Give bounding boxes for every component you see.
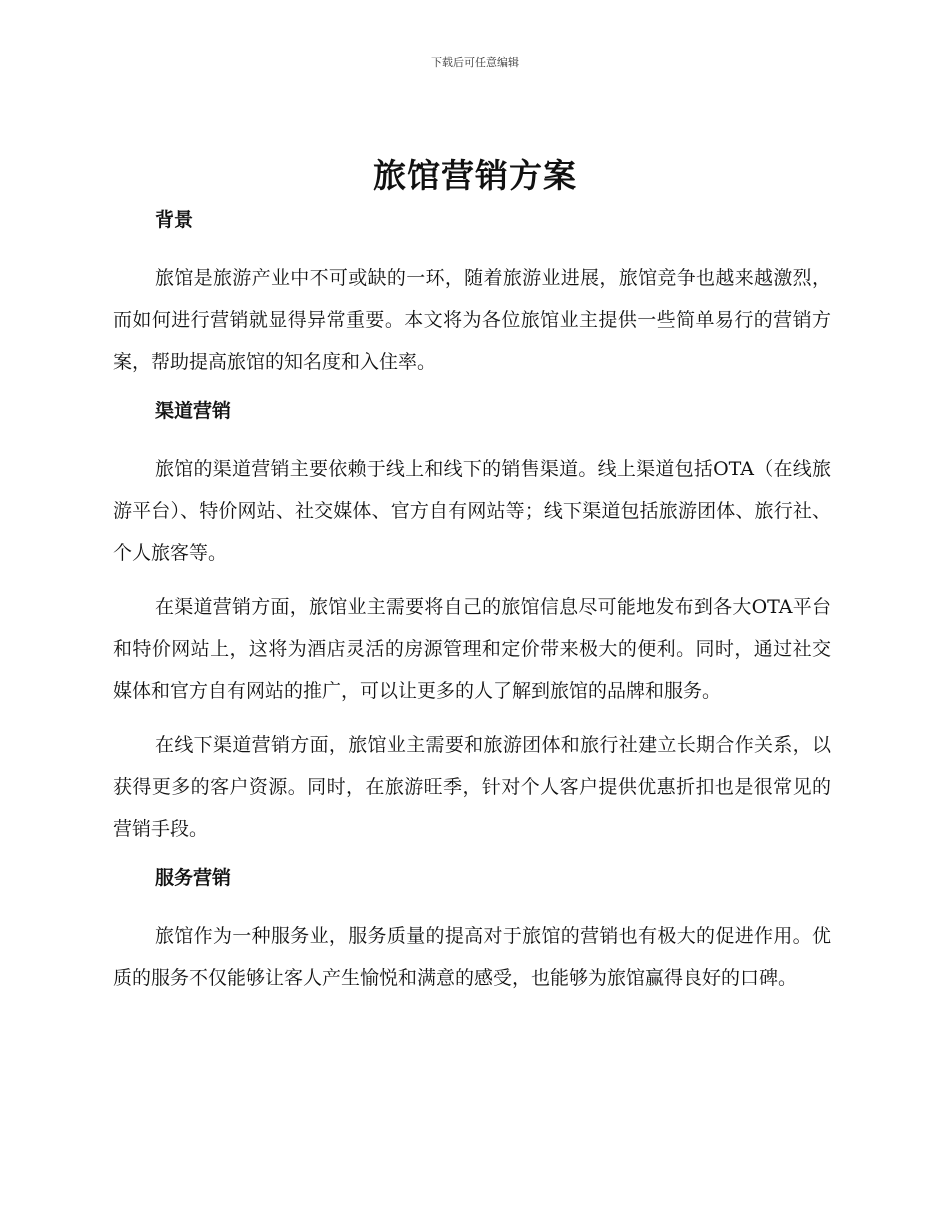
paragraph: 在渠道营销方面，旅馆业主需要将自己的旅馆信息尽可能地发布到各大OTA平台和特价网站上，这将为酒店灵活的房源管理和定价带来极大的便利。同时，通过社交媒体和官方自有网站的推广，可以让更多的人了解到旅馆的品牌和服务。 (113, 596, 831, 702)
section-heading: 渠道营销 (155, 400, 232, 422)
header-note: 下载后可任意编辑 (431, 56, 519, 69)
document-title: 旅馆营销方案 (373, 156, 577, 195)
section-background (113, 204, 831, 395)
section-channel-marketing (113, 395, 831, 862)
section-heading: 服务营销 (155, 867, 232, 889)
paragraph: 旅馆的渠道营销主要依赖于线上和线下的销售渠道。线上渠道包括OTA（在线旅游平台）、特价网站、社交媒体、官方自有网站等；线下渠道包括旅游团体、旅行社、个人旅客等。 (113, 458, 831, 564)
document-body (113, 204, 831, 999)
paragraph: 旅馆作为一种服务业，服务质量的提高对于旅馆的营销也有极大的促进作用。优质的服务不仅能够让客人产生愉悦和满意的感受，也能够为旅馆赢得良好的口碑。 (113, 925, 831, 989)
section-service-marketing (113, 862, 831, 999)
paragraph: 在线下渠道营销方面，旅馆业主需要和旅游团体和旅行社建立长期合作关系，以获得更多的客户资源。同时，在旅游旺季，针对个人客户提供优惠折扣也是很常见的营销手段。 (113, 734, 831, 840)
paragraph: 旅馆是旅游产业中不可或缺的一环，随着旅游业进展，旅馆竞争也越来越激烈，而如何进行营销就显得异常重要。本文将为各位旅馆业主提供一些简单易行的营销方案，帮助提高旅馆的知名度和入住率。 (113, 267, 831, 373)
section-heading: 背景 (155, 209, 194, 231)
